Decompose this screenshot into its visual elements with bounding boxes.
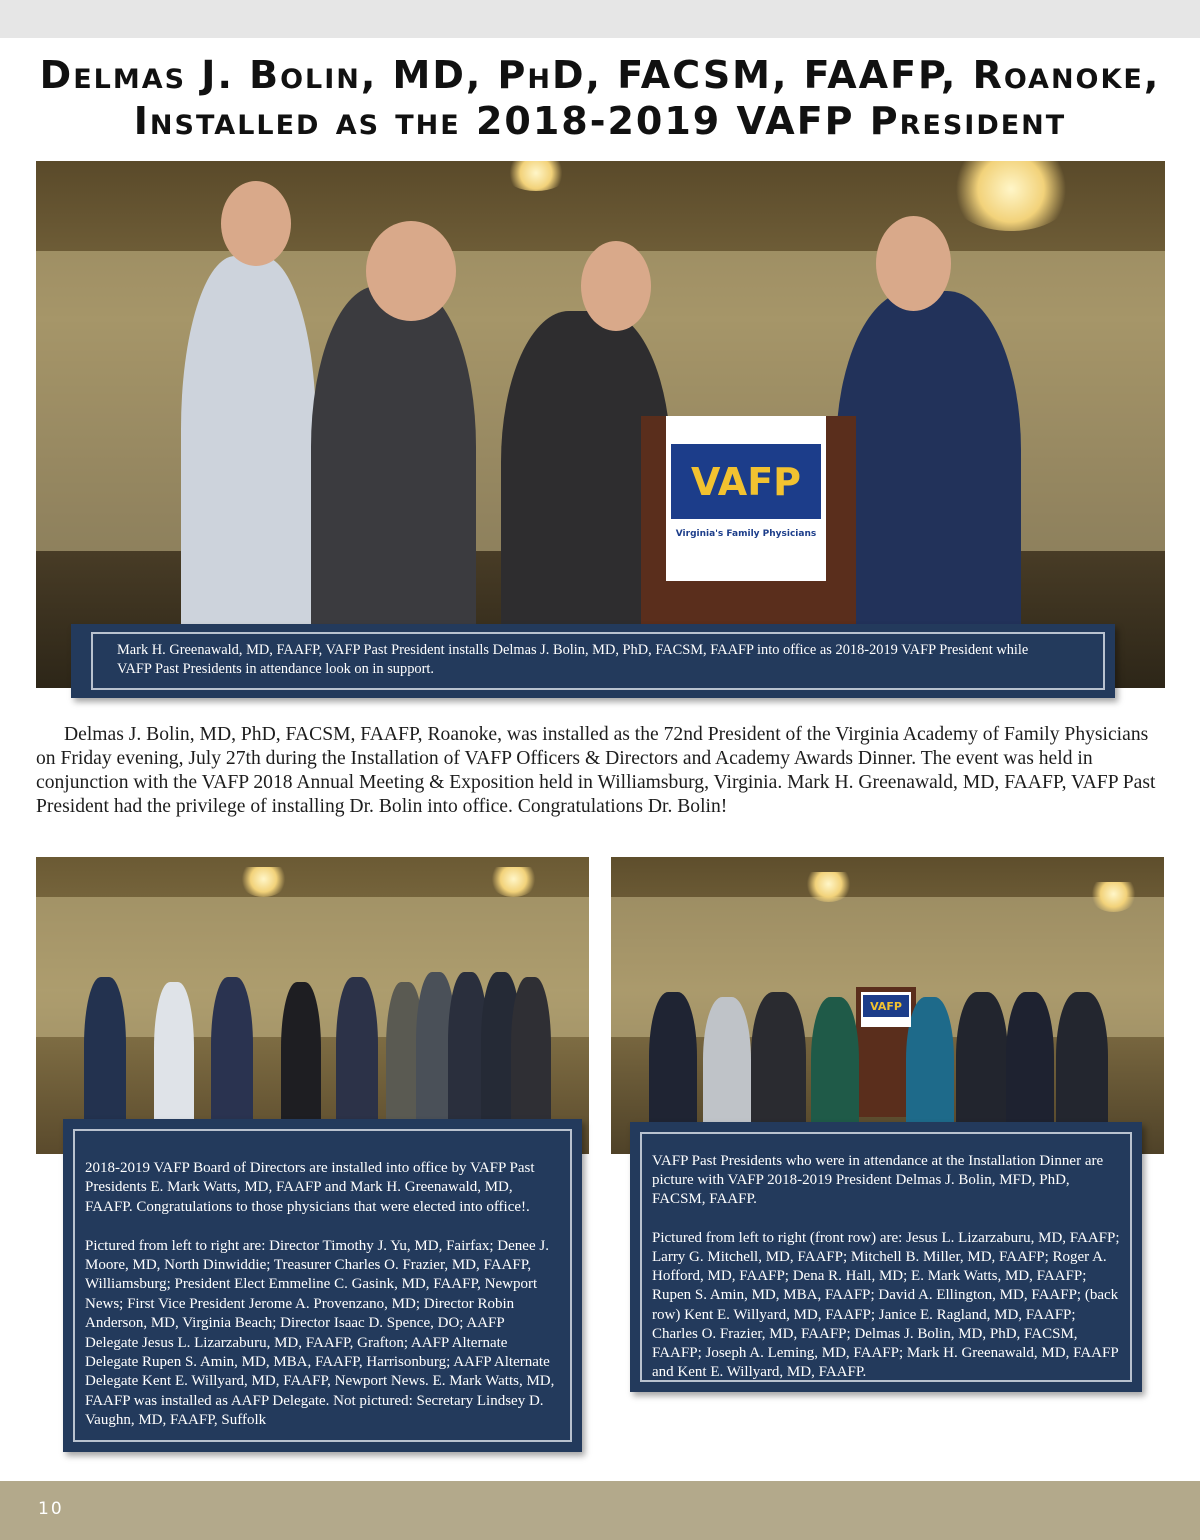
person-head (221, 181, 291, 266)
vafp-logo: VAFP (863, 995, 909, 1017)
installation-photo (36, 161, 1165, 688)
headline-line-1: Delmas J. Bolin, MD, PhD, FACSM, FAAFP, Roanoke, (39, 53, 1161, 97)
vafp-logo: VAFP (671, 444, 821, 519)
vafp-tagline: Virginia's Family Physicians (675, 529, 817, 539)
main-caption-text: Mark H. Greenawald, MD, FAAFP, VAFP Past President installs Delmas J. Bolin, MD, PhD, FACSM, FAAFP into office as 2018-2019 VAFP President while VAFP Past Presidents in attendance look on in support. (117, 642, 1029, 677)
chandelier (506, 161, 566, 191)
chandelier (241, 867, 286, 897)
chandelier (1091, 882, 1136, 912)
board-caption-text: 2018-2019 VAFP Board of Directors are installed into office by VAFP Past Presidents E. Mark Watts, MD, FAAFP and Mark H. Greenawald, MD, FAAFP. Congratulations to those physicians that were elected into office!. Pictured from left to right are: Director Timothy J. Yu, MD, Fairfax; Denee J. Moore, MD, North Dinwiddie; Treasurer Charles O. Frazier, MD, FAAFP, Williamsburg; President Elect Emmeline C. Gasink, MD, FAAFP, Newport News; First Vice President Jerome A. Provenzano, MD; Director Robin Anderson, MD, Virginia Beach; Director Isaac D. Spence, DO; AAFP Delegate Jesus L. Lizarzaburu, MD, FAAFP, Grafton; AAFP Alternate Delegate Rupen S. Amin, MD, MBA, FAAFP, Harrisonburg; AAFP Alternate Delegate Kent E. Willyard, MD, FAAFP, Newport News. E. Mark Watts, MD, FAAFP was installed as AAFP Delegate. Not pictured: Secretary Lindsey D. Vaughn, MD, FAAFP, Suffolk (85, 1160, 555, 1429)
page-number: 10 (38, 1499, 64, 1519)
chandelier (806, 872, 851, 902)
page-footer (0, 1481, 1200, 1540)
board-caption (63, 1119, 582, 1452)
vafp-sign (861, 992, 911, 1027)
main-photo-caption (71, 624, 1115, 698)
headline-line-2: Installed as the 2018-2019 VAFP President (133, 99, 1067, 143)
chandelier (951, 161, 1071, 231)
top-band (0, 0, 1200, 38)
vafp-sign (666, 416, 826, 581)
past-presidents-photo (611, 857, 1164, 1154)
person-head (581, 241, 651, 331)
person-head (366, 221, 456, 321)
past-presidents-caption (630, 1122, 1142, 1392)
person-head (876, 216, 951, 311)
chandelier (491, 867, 536, 897)
article-body: Delmas J. Bolin, MD, PhD, FACSM, FAAFP, Roanoke, was installed as the 72nd President of the Virginia Academy of Family Physicians on Friday evening, July 27th during the Installation of VAFP Officers & Directors and Academy Awards Dinner. The event was held in conjunction with the VAFP 2018 Annual Meeting & Exposition held in Williamsburg, Virginia. Mark H. Greenawald, MD, FAAFP, VAFP Past President had the privilege of installing Dr. Bolin into office. Congratulations Dr. Bolin! (36, 724, 1156, 817)
page-headline (0, 52, 1200, 144)
past-presidents-caption-text: VAFP Past Presidents who were in attendance at the Installation Dinner are picture with VAFP 2018-2019 President Delmas J. Bolin, MFD, PhD, FACSM, FAAFP. Pictured from left to right (front row) are: Jesus L. Lizarzaburu, MD, FAAFP; Larry G. Mitchell, MD, FAAFP; Mitchell B. Miller, MD, FAAFP; Roger A. Hofford, MD, FAAFP; Dena R. Hall, MD; E. Mark Watts, MD, FAAFP; Rupen S. Amin, MD, MBA, FAAFP; David A. Ellington, MD, FAAFP; (back row) Kent E. Willyard, MD, FAAFP; Janice E. Ragland, MD, FAAFP; Charles O. Frazier, MD, FAAFP; Delmas J. Bolin, MD, PhD, FACSM, FAAFP; Joseph A. Leming, MD, FAAFP; Mark H. Greenawald, MD, FAAFP and Kent E. Willyard, MD, FAAFP. (652, 1153, 1120, 1381)
board-of-directors-photo (36, 857, 589, 1154)
